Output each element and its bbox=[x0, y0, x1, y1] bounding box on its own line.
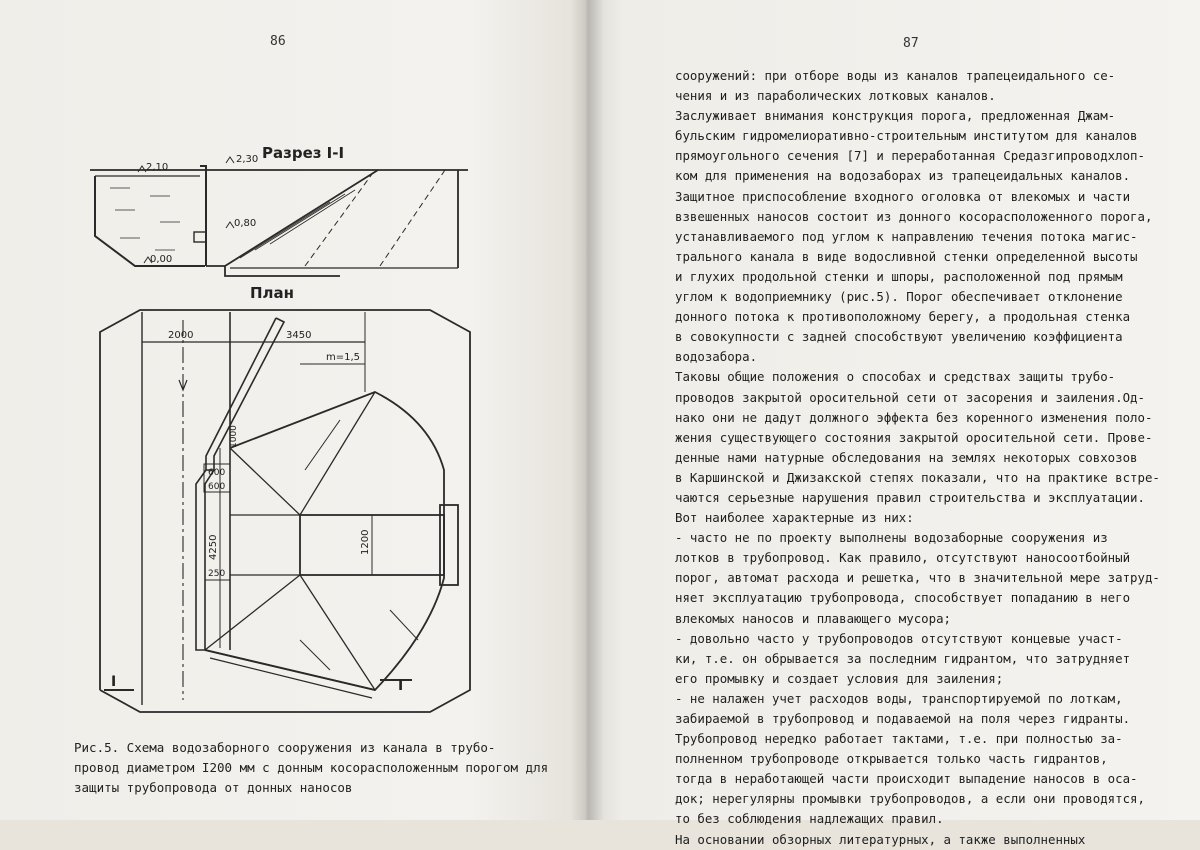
text-line: трального канала в виде водосливной стенки определенной высоты bbox=[675, 248, 1138, 264]
radial-arrow-2 bbox=[390, 610, 418, 640]
caption-line: провод диаметром I200 мм с донным косорасположенным порогом для bbox=[74, 760, 549, 775]
text-line: его промывку и создает условия для заиления; bbox=[675, 670, 1004, 686]
dim-1200: 1200 bbox=[360, 529, 371, 555]
text-line: бульским гидромелиоративно-строительным институтом для каналов bbox=[675, 128, 1138, 144]
text-line: чения и из параболических лотковых каналов. bbox=[675, 88, 996, 104]
text-line: Защитное приспособление входного оголовка от влекомых и части bbox=[675, 188, 1131, 204]
text-line: порог, автомат расхода и решетка, что в значительной мере затруд- bbox=[675, 570, 1160, 586]
text-line: няет эксплуатацию трубопровода, способствует попаданию в него bbox=[675, 590, 1131, 606]
caption-line: Рис.5. Схема водозаборного сооружения из канала в трубо- bbox=[74, 740, 496, 755]
text-line: Таковы общие положения о способах и средствах защиты трубо- bbox=[675, 369, 1116, 385]
text-line: проводов закрытой оросительной сети от засорения и заиления.Од- bbox=[675, 389, 1145, 405]
text-line: сооружений: при отборе воды из каналов трапецеидального се- bbox=[675, 68, 1116, 83]
elev-marker-210 bbox=[138, 166, 146, 172]
dim-1000: 1000 bbox=[229, 425, 239, 448]
slope-label: m=1,5 bbox=[326, 352, 361, 363]
radial-arrow-1 bbox=[305, 420, 340, 470]
caption-line: защиты трубопровода от донных наносов bbox=[74, 780, 353, 795]
section-label: Разрез I-I bbox=[262, 144, 345, 162]
elev-230: 2,30 bbox=[236, 154, 259, 165]
bowl-wall-back bbox=[205, 650, 375, 690]
dim-3450: 3450 bbox=[286, 330, 312, 341]
dim-250: 250 bbox=[208, 569, 226, 579]
text-line: то без соблюдения надлежащих правил. bbox=[675, 811, 944, 827]
elev-210: 2,10 bbox=[146, 162, 169, 173]
radial-arrow-3 bbox=[300, 640, 330, 670]
plan-outer-frame bbox=[100, 310, 470, 712]
channel-wall-left bbox=[95, 176, 205, 266]
right-page-number: 87 bbox=[903, 36, 919, 51]
text-line: - часто не по проекту выполнены водозаборные сооружения из bbox=[675, 530, 1108, 546]
text-line: ком для применения на водозаборах из трапецеидальных каналов. bbox=[675, 168, 1131, 184]
text-line: жения существующего состояния закрытой оросительной сети. Прове- bbox=[675, 429, 1153, 445]
text-line: Трубопровод нередко работает тактами, т.е. при полностью за- bbox=[675, 731, 1123, 747]
plan-label: План bbox=[250, 284, 295, 302]
dashed-slope-1 bbox=[305, 170, 375, 266]
text-line: полненном трубопроводе открывается только часть гидрантов, bbox=[675, 751, 1108, 767]
text-line: денные нами натурные обследования на землях некоторых совхозов bbox=[675, 449, 1138, 465]
radial-4 bbox=[300, 575, 375, 690]
text-line: донного потока к противоположному берегу, а продольная стенка bbox=[675, 309, 1131, 325]
text-line: - довольно часто у трубопроводов отсутствуют концевые участ- bbox=[675, 630, 1123, 646]
text-line: док; нерегулярны промывки трубопроводов, а если они проводятся, bbox=[675, 791, 1145, 807]
text-line: в Каршинской и Джизакской степях показали, что на практике встре- bbox=[675, 469, 1160, 485]
radial-1 bbox=[230, 448, 300, 515]
text-line: водозабора. bbox=[675, 349, 758, 365]
intake-bowl-outline bbox=[205, 392, 444, 690]
text-line: устанавливаемого под углом к направлению течения потока магис- bbox=[675, 228, 1138, 244]
right-page-body bbox=[675, 66, 1175, 850]
section-mark-right: I bbox=[398, 678, 404, 694]
figure-caption bbox=[74, 738, 549, 798]
text-line: взвешенных наносов состоит из донного косорасположенного порога, bbox=[675, 208, 1153, 224]
radial-2 bbox=[300, 392, 375, 515]
left-page-number: 86 bbox=[270, 34, 286, 49]
dim-600-b: 600 bbox=[208, 482, 226, 492]
plan-view bbox=[100, 284, 470, 712]
section-mark-left: I bbox=[111, 674, 117, 690]
intake-structure-drawing bbox=[0, 0, 586, 735]
text-line: Вот наиболее характерные из них: bbox=[675, 510, 914, 526]
elev-marker-230 bbox=[226, 157, 234, 163]
radial-3 bbox=[205, 575, 300, 650]
text-line: тогда в неработающей части происходит выпадение наносов в оса- bbox=[675, 771, 1138, 787]
section-view bbox=[90, 144, 468, 276]
text-line: забираемой в трубопровод и подаваемой на поля через гидранты. bbox=[675, 711, 1131, 726]
pipe-flange bbox=[440, 505, 458, 585]
text-line: - не налажен учет расходов воды, транспортируемой по лоткам, bbox=[675, 690, 1123, 706]
text-line: Заслуживает внимания конструкция порога, предложенная Джам- bbox=[675, 108, 1116, 124]
text-line: влекомых наносов и плавающего мусора; bbox=[675, 610, 952, 626]
elev-000: 0,00 bbox=[150, 254, 173, 265]
text-line: и глухих продольной стенки и шпоры, расположенной под прямым bbox=[675, 268, 1123, 284]
dim-600-a: 600 bbox=[208, 468, 226, 478]
text-line: нако они не дадут должного эффекта без коренного изменения поло- bbox=[675, 409, 1153, 425]
text-line: прямоугольного сечения [7] и переработанная Средазгипроводхлоп- bbox=[675, 148, 1145, 164]
text-line: углом к водоприемнику (рис.5). Порог обеспечивает отклонение bbox=[675, 289, 1123, 305]
elev-080: 0,80 bbox=[234, 218, 257, 229]
inlet-wall bbox=[200, 166, 206, 266]
elev-marker-080 bbox=[226, 222, 234, 228]
text-line: чаются серьезные нарушения правил строительства и эксплуатации. bbox=[675, 489, 1145, 505]
text-line: ки, т.е. он обрывается за последним гидрантом, что затрудняет bbox=[675, 650, 1131, 666]
dashed-slope-2 bbox=[380, 170, 445, 266]
dim-4250: 4250 bbox=[208, 534, 219, 560]
oblique-sill bbox=[206, 318, 284, 470]
text-line: в совокупности с задней способствуют увеличению коэффициента bbox=[675, 329, 1123, 345]
text-line: На основании обзорных литературных, а также выполненных bbox=[675, 831, 1086, 847]
sill bbox=[194, 232, 206, 242]
dim-2000: 2000 bbox=[168, 330, 194, 341]
text-line: лотков в трубопровод. Как правило, отсутствуют наносоотбойный bbox=[675, 550, 1131, 566]
